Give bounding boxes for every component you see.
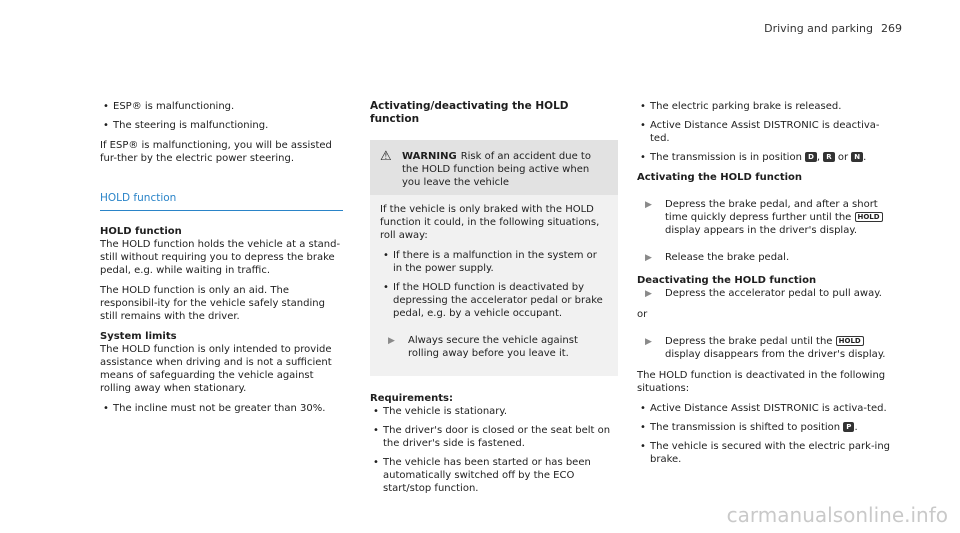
deactivation-bullets	[637, 402, 892, 466]
deactivating-hold-heading: Deactivating the HOLD function	[637, 275, 817, 286]
warning-bullets	[380, 249, 608, 320]
header-section: Driving and parking	[764, 22, 873, 35]
esp-bullets	[100, 100, 343, 132]
activate-step-2: ▶ Release the brake pedal.	[645, 252, 790, 263]
gear-r-icon: R	[823, 152, 834, 162]
list-item: • Active Distance Assist DISTRONIC is activa-ted.	[637, 402, 892, 415]
warning-header	[370, 140, 618, 195]
gear-n-icon: N	[851, 152, 863, 162]
page-header	[764, 22, 902, 35]
esp-paragraph: If ESP® is malfunctioning, you will be assisted fur-ther by the electric power steering.	[100, 140, 332, 164]
list-item: • The incline must not be greater than 30%.	[100, 402, 343, 415]
hold-display-icon: HOLD	[836, 336, 864, 346]
activating-hold-heading: Activating the HOLD function	[637, 172, 803, 183]
list-item: • The driver's door is closed or the seat belt on the driver's side is fastened.	[370, 424, 618, 450]
deactivation-paragraph: The HOLD function is deactivated in the following situations:	[637, 370, 886, 394]
step-arrow-icon: ▶	[645, 200, 652, 210]
hold-paragraph-2: The HOLD function is only an aid. The responsibil-ity for the vehicle safely standing still remains with the driver.	[100, 285, 325, 322]
limits-bullets	[100, 402, 343, 415]
list-item: • The steering is malfunctioning.	[100, 119, 343, 132]
warning-text: Risk of an accident due to the HOLD function being active when you leave the vehicle	[402, 151, 591, 188]
activating-heading: Activating/deactivating the HOLD function	[370, 100, 569, 125]
gear-p-icon: P	[843, 422, 854, 432]
activate-step-1: ▶ Depress the brake pedal, and after a short time quickly depress further until the HOLD display appears in the driver's display.	[637, 198, 892, 237]
warning-body: If the vehicle is only braked with the HOLD function it could, in the following situations, roll away:	[380, 204, 600, 241]
watermark: carmanualsonline.info	[726, 503, 948, 527]
limits-paragraph: The HOLD function is only intended to provide assistance when driving and is not a sufficient means of safeguarding the vehicle against rolling away when stationary.	[100, 344, 332, 394]
warning-box	[370, 140, 618, 376]
requirements-heading: Requirements:	[370, 393, 453, 404]
step-arrow-icon: ▶	[645, 337, 652, 347]
list-item: • The vehicle is secured with the electric park-ing brake.	[637, 440, 892, 466]
list-item: • ESP® is malfunctioning.	[100, 100, 343, 113]
requirements-bullets	[370, 405, 618, 495]
column-middle	[370, 100, 618, 502]
hold-heading: HOLD function	[100, 226, 182, 237]
column-right	[637, 100, 892, 473]
step-arrow-icon: ▶	[645, 289, 652, 299]
list-item: • If the HOLD function is deactivated by depressing the accelerator pedal or brake pedal, e.g. by a vehicle occupant.	[380, 281, 608, 320]
list-item: • The vehicle has been started or has been automatically switched off by the ECO start/stop function.	[370, 456, 618, 495]
warning-triangle-icon: ⚠	[380, 149, 392, 164]
list-item: • The transmission is shifted to position P .	[637, 421, 892, 434]
hold-display-icon: HOLD	[855, 212, 883, 222]
list-item: • The transmission is in position D , R or N .	[637, 151, 892, 164]
step-arrow-icon: ▶	[645, 253, 652, 263]
list-item: • The vehicle is stationary.	[370, 405, 618, 418]
list-item: • Active Distance Assist DISTRONIC is deactiva-ted.	[637, 119, 892, 145]
deactivate-step-1: ▶ Depress the accelerator pedal to pull away.	[645, 288, 882, 299]
page-number: 269	[881, 22, 902, 35]
limits-heading: System limits	[100, 331, 177, 342]
deactivate-step-2: ▶ Depress the brake pedal until the HOLD display disappears from the driver's display.	[645, 336, 886, 360]
list-item: • The electric parking brake is released.	[637, 100, 892, 113]
warning-label: WARNING	[402, 151, 457, 162]
warning-step: ▶ Always secure the vehicle against rolling away before you leave it.	[388, 335, 578, 359]
requirements-continued	[637, 100, 892, 164]
column-left	[100, 100, 343, 422]
or-text: or	[637, 309, 648, 320]
list-item: • If there is a malfunction in the system or in the power supply.	[380, 249, 608, 275]
step-arrow-icon: ▶	[388, 336, 395, 346]
hold-paragraph-1: The HOLD function holds the vehicle at a stand-still without requiring you to depress the brake pedal, e.g. while waiting in traffic.	[100, 239, 341, 276]
section-title: HOLD function	[100, 192, 343, 211]
gear-d-icon: D	[805, 152, 817, 162]
